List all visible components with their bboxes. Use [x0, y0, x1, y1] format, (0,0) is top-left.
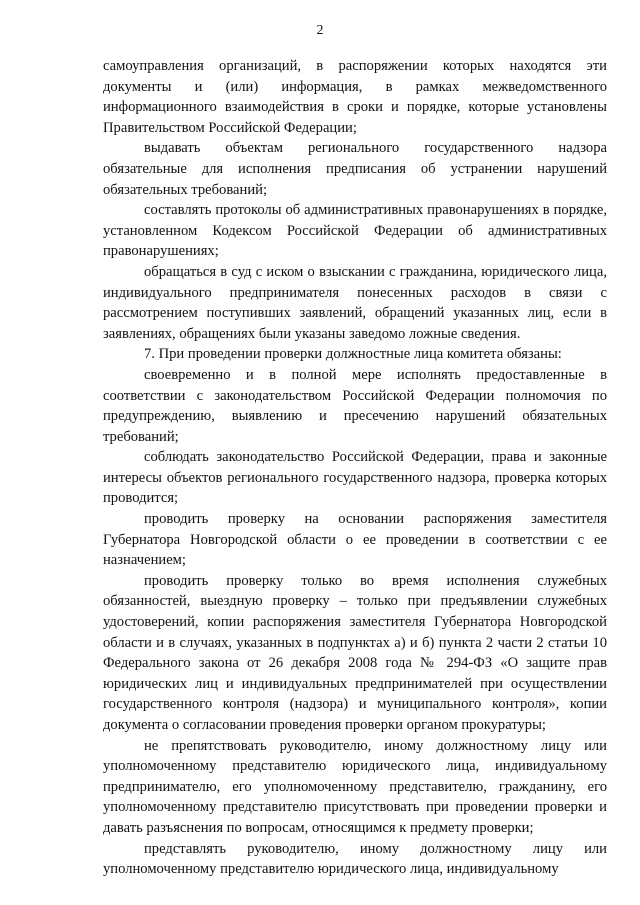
- paragraph-exercise-powers: своевременно и в полной мере исполнять предоставленные в соответствии с законодательством Российской Федерации полномочия по предупреждению, выявлению и пресечению нарушений обязательных требований;: [103, 366, 607, 445]
- paragraph-section-7-heading: 7. При проведении проверки должностные лица комитета обязаны:: [144, 346, 562, 363]
- paragraph-inspection-basis: проводить проверку на основании распоряжения заместителя Губернатора Новгородской области о ее проведении в соответствии с ее назначением;: [103, 511, 607, 569]
- paragraph-provide-to-head: представлять руководителю, иному должностному лицу или уполномоченному представителю юридического лица, индивидуальному: [103, 840, 607, 878]
- paragraph-court-claim: обращаться в суд с иском о взыскании с гражданина, юридического лица, индивидуального предпринимателя понесенных расходов в связи с рассмотрением поступивших заявлений, обращений указанных лиц, если в заявлениях, обращениях были указаны заведомо ложные сведения.: [103, 263, 607, 342]
- document-body: [103, 56, 607, 880]
- paragraph-inspection-timing: проводить проверку только во время исполнения служебных обязанностей, выездную проверку – только при предъявлении служебных удостоверений, копии распоряжения заместителя Губернатора Новгородской области и в случаях, указанных в подпунктах а) и б) пункта 2 части 2 статьи 10 Федерального закона от 26 декабря 2008 года № 294-ФЗ «О защите прав юридических лиц и индивидуальных предпринимателей при осуществлении государственного контроля (надзора) и муниципального контроля», копии документа о согласовании проведения проверки органом прокуратуры;: [103, 572, 607, 733]
- paragraph-continuation: самоуправления организаций, в распоряжении которых находятся эти документы и (или) информация, в рамках межведомственного информационного взаимодействия в сроки и порядке, которые установлены Правительством Российской Федерации;: [103, 58, 607, 136]
- page-number: 2: [316, 23, 324, 38]
- paragraph-issue-orders: выдавать объектам регионального государственного надзора обязательные для исполнения предписания об устранении нарушений обязательных требований;: [103, 140, 607, 198]
- paragraph-do-not-obstruct: не препятствовать руководителю, иному должностному лицу или уполномоченному представителю юридического лица, индивидуальному предпринимателю, его уполномоченному представителю, гражданину, его уполномоченному представителю присутствовать при проведении проверки и давать разъяснения по вопросам, относящимся к предмету проверки;: [103, 737, 607, 836]
- paragraph-draw-up-protocols: составлять протоколы об административных правонарушениях в порядке, установленном Кодексом Российской Федерации об административных правонарушениях;: [103, 202, 607, 260]
- paragraph-observe-legislation: соблюдать законодательство Российской Федерации, права и законные интересы объектов регионального государственного надзора, проверка которых проводится;: [103, 449, 607, 507]
